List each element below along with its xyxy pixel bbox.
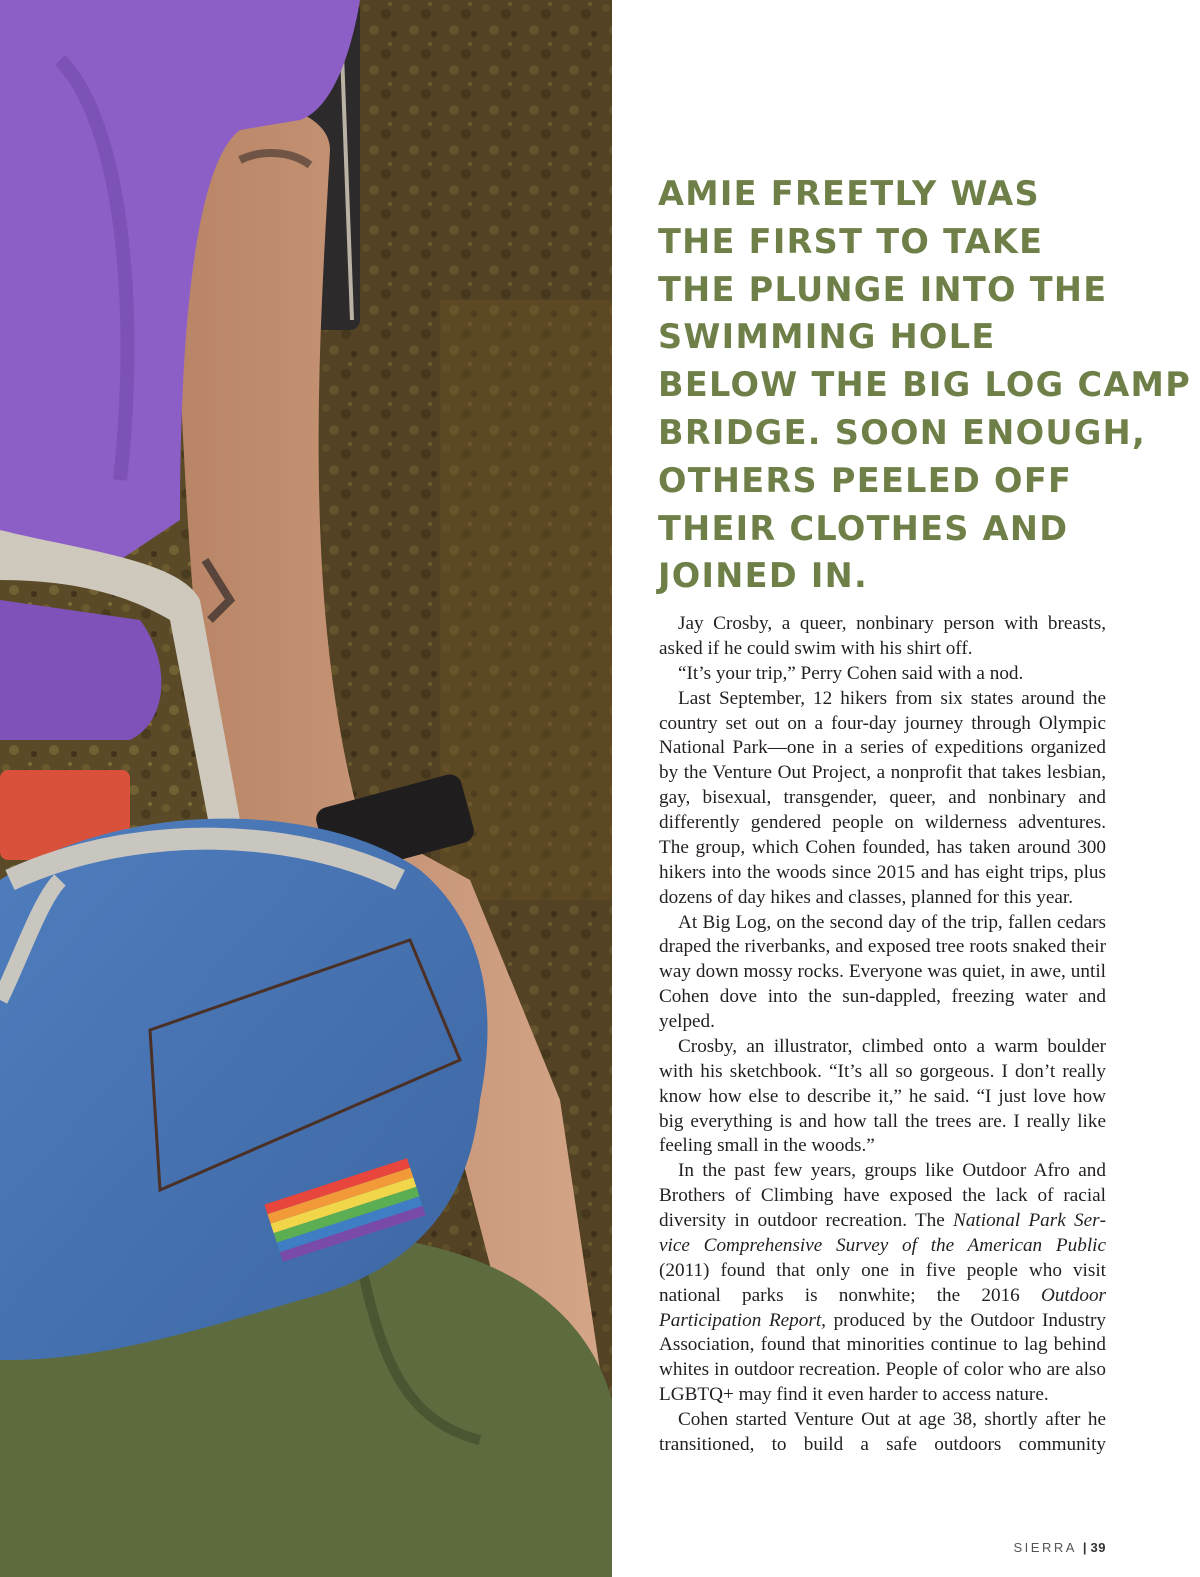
page-folio bbox=[1013, 1540, 1106, 1555]
headline-line: BELOW THE BIG LOG CAMP bbox=[658, 365, 1192, 405]
body-paragraph: Jay Crosby, a queer, nonbinary person with breasts, asked if he could swim with his shirt off. bbox=[659, 613, 1106, 659]
headline-line: JOINED IN. bbox=[658, 556, 869, 596]
headline-line: OTHERS PEELED OFF bbox=[658, 460, 1073, 500]
folio-separator: | bbox=[1082, 1540, 1087, 1555]
report-title-italic: National Park Service Comprehensive Survey of the American Public bbox=[659, 1210, 1106, 1256]
body-paragraph: Cohen started Venture Out at age 38, shortly after he transitioned, to build a safe outdoors community bbox=[659, 1409, 1106, 1455]
headline-line: THEIR CLOTHES AND bbox=[658, 508, 1069, 548]
headline-line: THE PLUNGE INTO THE bbox=[658, 269, 1108, 309]
headline-line: SWIMMING HOLE bbox=[658, 317, 996, 357]
report-title-italic: Outdoor Participation Report, bbox=[659, 1284, 1106, 1331]
body-paragraph: Last September, 12 hikers from six states around the country set out on a four-day journey through Olympic National Park—one in a series of expeditions organized by the Venture Out Project, a nonprofit that takes lesbian, gay, bisexual, transgender, queer, and nonbinary and differently gendered people on wilderness adventures. The group, which Cohen founded, has taken around 300 hikers into the woods since 2015 and has eight trips, plus dozens of day hikes and classes, planned for this year. bbox=[659, 687, 1106, 908]
body-paragraph bbox=[659, 1159, 1106, 1408]
headline-line: AMIE FREETLY WAS bbox=[658, 174, 1040, 213]
pull-quote-headline bbox=[658, 170, 1192, 600]
body-text: In the past few years, groups like Outdoor Afro and Brothers of Climbing have exposed the lack of racial diversity in outdoor recreation. The bbox=[659, 1160, 1106, 1231]
magazine-name: SIERRA bbox=[1013, 1540, 1077, 1555]
article-body bbox=[659, 612, 1106, 1458]
body-paragraph: At Big Log, on the second day of the trip, fallen cedars draped the riverbanks, and exposed tree roots snaked their way down mossy rocks. Everyone was quiet, in awe, until Cohen dove into the sun-dappled, freezing water and yelped. bbox=[659, 911, 1106, 1032]
headline-line: THE FIRST TO TAKE bbox=[658, 221, 1044, 261]
body-text: (2011) found that only one in five people who visit national parks is nonwhite; the 2016 bbox=[659, 1259, 1106, 1306]
body-text: produced by the Outdoor Industry Association, found that minorities continue to lag behind whites in outdoor recreation. People of color who are also LGBTQ+ may find it even harder to access nature. bbox=[659, 1309, 1106, 1406]
headline-line: BRIDGE. SOON ENOUGH, bbox=[658, 412, 1147, 452]
body-paragraph: “It’s your trip,” Perry Cohen said with a nod. bbox=[678, 662, 1024, 684]
page-number: 39 bbox=[1090, 1540, 1106, 1555]
body-paragraph: Crosby, an illustrator, climbed onto a warm boulder with his sketchbook. “It’s all so gorgeous. I don’t really know how else to describe it,” he said. “I just love how big everything is and how tall the trees are. I really like feeling small in the woods.” bbox=[659, 1035, 1106, 1157]
